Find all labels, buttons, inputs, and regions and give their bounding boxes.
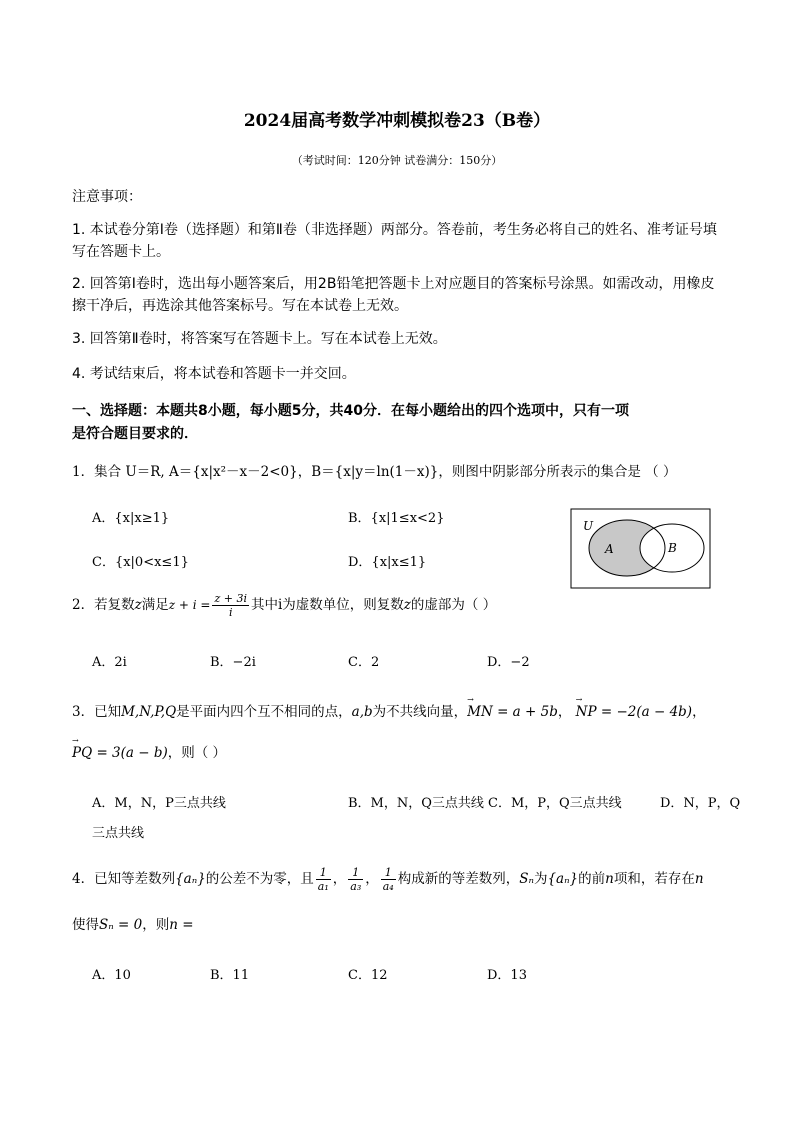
q4-frac1-num: 1: [316, 866, 331, 880]
notice-item-3: 3. 回答第Ⅱ卷时，将答案写在答题卡上。写在本试卷上无效。: [72, 331, 447, 347]
question-4-option-c: C．12: [348, 968, 388, 983]
q2-text-mid: 满足: [141, 597, 169, 613]
question-1-option-c: C．{x|0<x≤1}: [92, 555, 189, 570]
question-2-option-c: C．2: [348, 655, 380, 670]
notice-item-2: 2. 回答第Ⅰ卷时，选出每小题答案后，用2B铅笔把答题卡上对应题目的答案标号涂黑。如需改动，用橡皮擦干净后，再选涂其他答案标号。写在本试卷上无效。: [72, 276, 715, 314]
question-2-option-b: B．−2i: [210, 655, 256, 670]
question-1-stem: 1．集合 U＝R, A＝{x|x²－x－2<0}，B＝{x|y＝ln(1－x)}，则图中阴影部分所表示的集合是 （ ）: [72, 464, 677, 480]
venn-diagram: [570, 508, 712, 590]
question-4-option-d: D．13: [487, 968, 527, 983]
question-3-option-a: A．M，N，P三点共线: [92, 796, 226, 811]
question-4-stem-line2: [72, 913, 194, 933]
q4-frac2-den: a₃: [350, 880, 362, 893]
section-heading-line2: 是符合题目要求的．: [72, 426, 198, 442]
notice-heading: 注意事项：: [72, 189, 142, 205]
q4-frac3-den: a₄: [382, 880, 394, 893]
question-3-stem-line1: 3．已知M,N,P,Q是平面内四个互不相同的点，a,b为不共线向量，→ MN = a + 5b， → NP = −2(a − 4b)，: [72, 700, 706, 720]
q2-var-z-2: z: [403, 597, 411, 613]
q4-sequence-2: {aₙ}: [547, 871, 579, 887]
exam-title: 2024届高考数学冲刺模拟卷23（B卷）: [243, 111, 551, 131]
q3-text-end: ，则（ ）: [167, 745, 227, 761]
q4-text-pre: 4．已知等差数列: [72, 871, 176, 887]
question-2-option-a: A．2i: [92, 655, 127, 670]
question-1-option-a: A．{x|x≥1}: [92, 511, 170, 526]
question-2-stem: [72, 592, 496, 619]
q3-mn-expr: = a + 5b: [497, 704, 558, 720]
q3-vector-np: → NP: [576, 704, 597, 720]
notice-item-4: 4. 考试结束后，将本试卷和答题卡一并交回。: [72, 366, 356, 382]
q3-pq-expr: = 3(a − b): [96, 745, 168, 761]
question-3-option-c: C．M，P，Q三点共线: [488, 796, 622, 811]
question-1-option-b: B．{x|1≤x<2}: [348, 511, 445, 526]
q4-line2-expr: Sₙ = 0: [99, 917, 143, 933]
q2-frac-num: z + 3i: [214, 592, 247, 605]
exam-subtitle: （考试时间：120分钟 试卷满分：150分）: [291, 154, 503, 167]
q4-line2-pre: 使得: [72, 917, 99, 933]
q2-text-pre: 2．若复数: [72, 597, 135, 613]
q4-line2-n: n =: [169, 917, 194, 933]
q4-line2-end: ，则: [142, 917, 170, 933]
q4-frac2-num: 1: [348, 866, 363, 880]
q2-var-z: z: [134, 597, 142, 613]
question-2-option-d: D．−2: [487, 655, 530, 670]
q2-text-end: 的虚部为（ ）: [410, 597, 497, 613]
q4-frac1-den: a₁: [317, 880, 329, 893]
q4-sequence: {aₙ}: [175, 871, 206, 887]
venn-label-u: U: [583, 519, 594, 533]
q4-text-mid2: 构成新的等差数列，: [397, 871, 520, 887]
q3-vectors: a,b: [351, 704, 373, 720]
question-4-stem-line1: 4．已知等差数列{aₙ}的公差不为零，且 $\frac{1}{\text{a₁}}$ ， $\frac{1}{\text{a₃}}$ ， $\frac{1}{\text{a₄}}$ 构成新的等差数列，Sₙ为{aₙ}的前n项和，若存在n: [72, 866, 704, 893]
question-4-option-b: B．11: [210, 968, 250, 983]
q4-fraction-2: [348, 866, 363, 893]
q4-fraction-1: [316, 866, 331, 893]
q4-frac3-num: 1: [381, 866, 396, 880]
q4-fraction-3: [381, 866, 396, 893]
q3-vector-pq: → PQ: [72, 745, 92, 761]
q4-text-mid5: 项和，若存在: [613, 871, 695, 887]
venn-label-b: B: [668, 541, 677, 555]
question-3-option-d-continued: 三点共线: [92, 826, 145, 841]
q4-text-mid: 的公差不为零，且: [205, 871, 314, 887]
q4-sn: Sₙ: [519, 871, 534, 887]
q4-text-mid4: 的前: [578, 871, 606, 887]
section-heading-line1: 一、选择题：本题共8小题，每小题5分，共40分．在每小题给出的四个选项中，只有一项: [72, 403, 629, 419]
question-3-option-d: D．N，P，Q: [660, 796, 741, 811]
question-1-option-d: D．{x|x≤1}: [348, 555, 427, 570]
q3-text-mid: 是平面内四个互不相同的点，: [176, 704, 352, 720]
q3-text-mid2: 为不共线向量，: [372, 704, 468, 720]
notice-item-1: 1. 本试卷分第Ⅰ卷（选择题）和第Ⅱ卷（非选择题）两部分。答卷前，考生务必将自己的姓名、准考证号填写在答题卡上。: [72, 222, 717, 260]
venn-label-a: A: [605, 542, 614, 556]
q3-np-expr: = −2(a − 4b): [600, 704, 693, 720]
q4-text-mid3: 为: [533, 871, 548, 887]
q3-text-pre: 3．已知: [72, 704, 122, 720]
q3-vector-mn: → MN: [467, 704, 493, 720]
question-3-option-b: B．M，N，Q三点共线: [348, 796, 484, 811]
q2-text-post: 其中i为虚数单位，则复数: [250, 597, 404, 613]
question-4-option-a: A．10: [92, 968, 131, 983]
q2-lhs: z + i =: [168, 598, 211, 612]
q3-points: M,N,P,Q: [121, 704, 177, 720]
q4-n: n: [605, 871, 614, 887]
q2-frac-den: i: [228, 606, 233, 619]
q2-fraction: [212, 592, 249, 619]
q4-n-2: n: [694, 871, 704, 887]
question-3-stem-line2: [72, 741, 226, 761]
